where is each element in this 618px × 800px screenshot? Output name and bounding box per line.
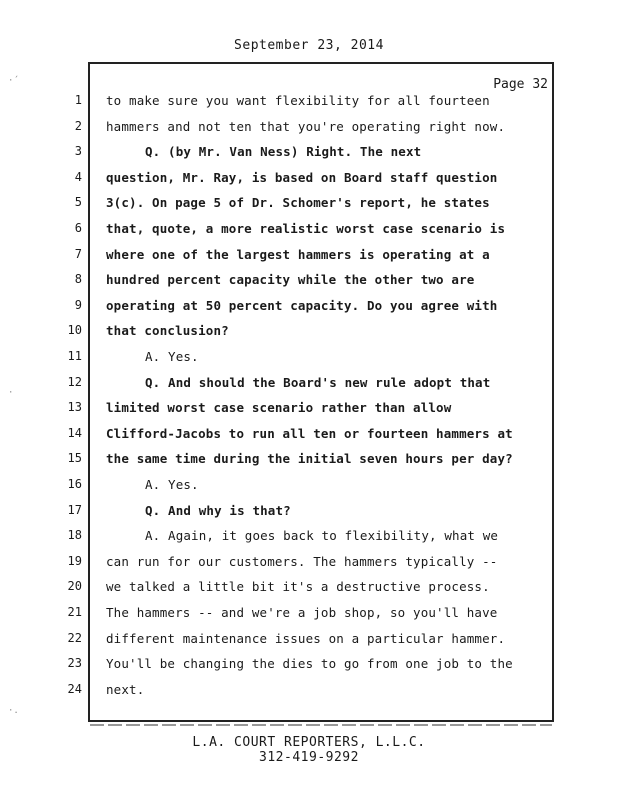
footer-company: L.A. COURT REPORTERS, L.L.C. <box>192 735 426 750</box>
transcript-line <box>0 554 618 580</box>
line-number: 19 <box>67 553 82 568</box>
line-number: 18 <box>67 528 82 543</box>
transcript-line <box>0 477 618 503</box>
line-text: 3(c). On page 5 of Dr. Schomer's report, he states <box>106 195 490 211</box>
line-number: 13 <box>67 400 82 415</box>
line-number: 24 <box>67 681 82 696</box>
line-text: Q. And why is that? <box>145 502 291 518</box>
line-text: where one of the largest hammers is operating at a <box>106 246 490 262</box>
line-text: hammers and not ten that you're operating right now. <box>106 118 506 134</box>
line-number: 4 <box>74 169 82 184</box>
transcript-line <box>0 579 618 605</box>
transcript-line <box>0 656 618 682</box>
line-text: The hammers -- and we're a job shop, so you'll have <box>106 605 498 620</box>
line-text: to make sure you want flexibility for all fourteen <box>106 93 490 108</box>
transcript-line <box>0 503 618 529</box>
line-number: 14 <box>67 425 82 440</box>
transcript-line <box>0 400 618 426</box>
line-text: we talked a little bit it's a destructive process. <box>106 579 490 595</box>
transcript-line <box>0 631 618 657</box>
frame-bottom-rule <box>90 724 552 726</box>
line-text: A. Yes. <box>145 477 199 492</box>
line-text: operating at 50 percent capacity. Do you agree with <box>106 297 498 313</box>
line-number: 15 <box>67 451 82 466</box>
line-number: 17 <box>67 502 82 517</box>
scan-speck: ·. <box>8 706 19 716</box>
line-text: A. Yes. <box>145 349 199 364</box>
transcript-line <box>0 247 618 273</box>
scan-speck: ·´ <box>8 76 19 86</box>
line-number: 10 <box>67 323 82 338</box>
line-text: You'll be changing the dies to go from one job to the <box>106 656 513 672</box>
line-text: next. <box>106 681 145 697</box>
line-text: the same time during the initial seven hours per day? <box>106 451 513 467</box>
footer <box>0 735 618 765</box>
transcript-line <box>0 272 618 298</box>
line-number: 3 <box>74 144 82 159</box>
transcript-line <box>0 426 618 452</box>
line-number: 21 <box>67 605 82 619</box>
line-number: 22 <box>67 630 82 645</box>
transcript-line <box>0 298 618 324</box>
line-text: A. Again, it goes back to flexibility, what we <box>145 528 499 544</box>
line-text: different maintenance issues on a particular hammer. <box>106 630 506 646</box>
line-number: 1 <box>74 93 82 107</box>
line-number: 6 <box>74 221 82 235</box>
transcript-line <box>0 144 618 170</box>
transcript-line <box>0 93 618 119</box>
line-number: 11 <box>67 349 82 363</box>
page-number: Page 32 <box>493 77 548 92</box>
transcript-line <box>0 195 618 221</box>
line-number: 5 <box>74 195 82 210</box>
line-number: 16 <box>67 477 82 491</box>
transcript-line <box>0 682 618 708</box>
line-number: 7 <box>74 246 82 261</box>
line-number: 8 <box>74 272 82 287</box>
transcript-line <box>0 528 618 554</box>
line-text: limited worst case scenario rather than allow <box>106 400 452 416</box>
line-number: 9 <box>74 297 82 312</box>
line-number: 23 <box>67 656 82 671</box>
transcript-line <box>0 119 618 145</box>
transcript-line <box>0 221 618 247</box>
transcript-line <box>0 451 618 477</box>
scan-speck: · <box>8 388 14 398</box>
line-text: hundred percent capacity while the other two are <box>106 272 475 288</box>
line-text: can run for our customers. The hammers typically -- <box>106 553 498 569</box>
transcript-date: September 23, 2014 <box>234 38 384 53</box>
line-number: 20 <box>67 579 82 594</box>
transcript-line <box>0 170 618 196</box>
line-number: 2 <box>74 118 82 133</box>
line-text: Q. (by Mr. Van Ness) Right. The next <box>145 144 422 160</box>
footer-phone: 312-419-9292 <box>259 750 359 765</box>
transcript-line <box>0 323 618 349</box>
transcript-line <box>0 375 618 401</box>
line-text: question, Mr. Ray, is based on Board staff question <box>106 169 498 185</box>
line-text: that, quote, a more realistic worst case scenario is <box>106 221 506 236</box>
transcript-line <box>0 605 618 631</box>
transcript-line <box>0 349 618 375</box>
line-text: Q. And should the Board's new rule adopt that <box>145 374 491 390</box>
line-number: 12 <box>67 374 82 389</box>
line-text: that conclusion? <box>106 323 229 339</box>
line-text: Clifford-Jacobs to run all ten or fourteen hammers at <box>106 425 513 441</box>
